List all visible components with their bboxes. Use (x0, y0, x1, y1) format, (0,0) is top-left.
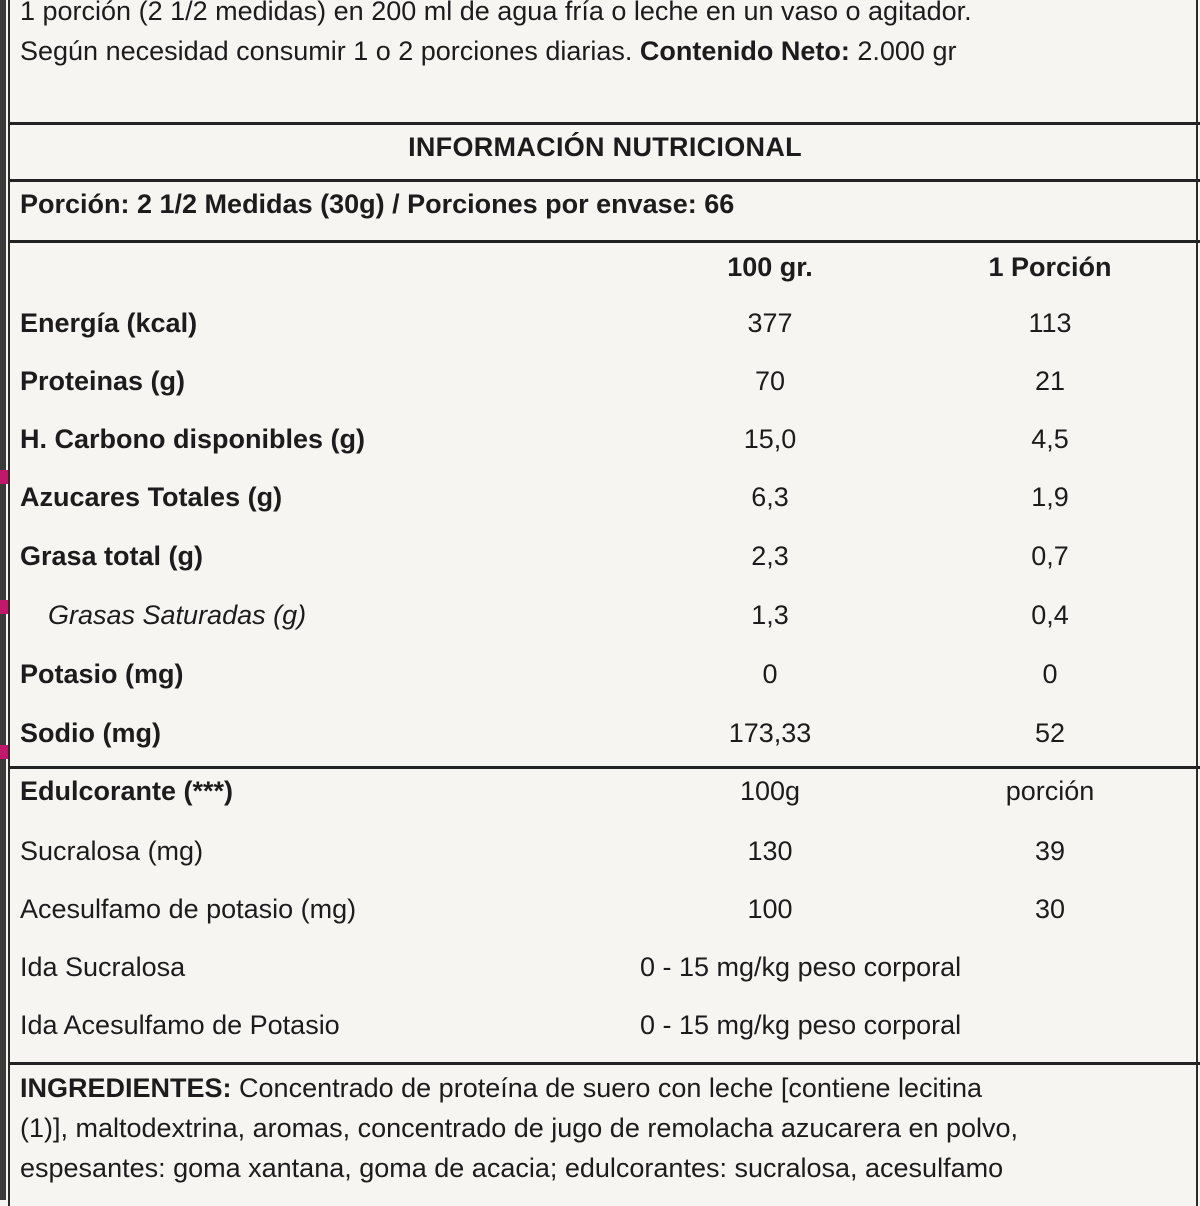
nutrition-label (8, 0, 1198, 1206)
portion-info: Porción: 2 1/2 Medidas (30g) / Porciones por envase: 66 (20, 189, 735, 219)
nutrient-name: H. Carbono disponibles (g) (20, 424, 365, 454)
usage-line-1: 1 porción (2 1/2 medidas) en 200 ml de agua fría o leche en un vaso o agitador. (20, 0, 972, 26)
value-100g: 100 (747, 894, 793, 924)
sweetener-row (10, 894, 1200, 934)
value-portion: 113 (1028, 308, 1072, 338)
value-portion: 52 (1034, 718, 1066, 748)
divider (10, 122, 1200, 125)
sweetener-name: Sucralosa (mg) (20, 836, 204, 866)
value-100g: 70 (754, 366, 786, 396)
divider (10, 766, 1200, 769)
column-header-portion: 1 Porción (988, 252, 1112, 282)
value-100g: 15,0 (743, 424, 797, 454)
nutrient-name: Grasa total (g) (20, 541, 204, 571)
nutrition-title: INFORMACIÓN NUTRICIONAL (408, 132, 802, 162)
ida-value: 0 - 15 mg/kg peso corporal (640, 1010, 962, 1040)
nutrient-row (10, 482, 1200, 522)
nutrient-name: Grasas Saturadas (g) (48, 600, 307, 630)
value-portion: 0,7 (1031, 541, 1069, 571)
sweetener-row (10, 836, 1200, 876)
ingredients-label: INGREDIENTES: (20, 1073, 232, 1103)
value-portion: 30 (1034, 894, 1066, 924)
ingredients (20, 1068, 1190, 1188)
value-100g: 0 (762, 659, 778, 689)
sweetener-header: Edulcorante (***) (20, 776, 234, 806)
value-portion: 39 (1034, 836, 1066, 866)
nutrient-row (10, 600, 1200, 640)
value-100g: 2,3 (751, 541, 789, 571)
nutrient-row (10, 308, 1200, 348)
package-edge-mark (0, 470, 8, 484)
net-content-value: 2.000 gr (857, 36, 957, 66)
sweetener-col-portion: porción (1005, 776, 1095, 806)
value-100g: 130 (747, 836, 793, 866)
value-100g: 1,3 (751, 600, 789, 630)
ingredients-line-3: espesantes: goma xantana, goma de acacia; edulcorantes: sucralosa, acesulfamo (20, 1153, 1004, 1183)
nutrient-row (10, 424, 1200, 464)
nutrient-name: Energía (kcal) (20, 308, 198, 338)
value-portion: 4,5 (1031, 424, 1069, 454)
net-content-label: Contenido Neto: (639, 36, 850, 66)
package-edge-mark (0, 745, 8, 759)
value-100g: 173,33 (728, 718, 812, 748)
ingredients-line-2: (1)], maltodextrina, aromas, concentrado de jugo de remolacha azucarera en polvo, (20, 1113, 1019, 1143)
ida-row (10, 1010, 1200, 1050)
nutrient-row (10, 659, 1200, 699)
sweetener-header-row (10, 776, 1200, 816)
ida-value: 0 - 15 mg/kg peso corporal (640, 952, 962, 982)
nutrient-name: Sodio (mg) (20, 718, 161, 748)
value-portion: 21 (1034, 366, 1066, 396)
value-portion: 1,9 (1031, 482, 1069, 512)
ida-row (10, 952, 1200, 992)
value-portion: 0 (1042, 659, 1058, 689)
ingredients-line-1 (20, 1068, 1190, 1108)
usage-instructions (20, 0, 1190, 71)
package-edge-mark (0, 600, 8, 614)
usage-line-2 (20, 31, 1190, 71)
usage-dosage: Según necesidad consumir 1 o 2 porciones diarias. (20, 36, 633, 66)
divider (10, 179, 1200, 182)
ida-name: Ida Sucralosa (20, 952, 186, 982)
value-portion: 0,4 (1031, 600, 1069, 630)
divider (10, 1062, 1200, 1065)
ida-name: Ida Acesulfamo de Potasio (20, 1010, 340, 1040)
nutrient-row (10, 366, 1200, 406)
nutrient-name: Proteinas (g) (20, 366, 186, 396)
value-100g: 6,3 (751, 482, 789, 512)
nutrient-row (10, 718, 1200, 758)
ingredients-text: Concentrado de proteína de suero con leche [contiene lecitina (239, 1073, 983, 1103)
nutrient-name: Azucares Totales (g) (20, 482, 283, 512)
nutrient-name: Potasio (mg) (20, 659, 184, 689)
divider (10, 240, 1200, 243)
column-header-100g: 100 gr. (727, 252, 813, 282)
value-100g: 377 (747, 308, 793, 338)
sweetener-col-100g: 100g (739, 776, 801, 806)
nutrient-row (10, 541, 1200, 581)
sweetener-name: Acesulfamo de potasio (mg) (20, 894, 357, 924)
